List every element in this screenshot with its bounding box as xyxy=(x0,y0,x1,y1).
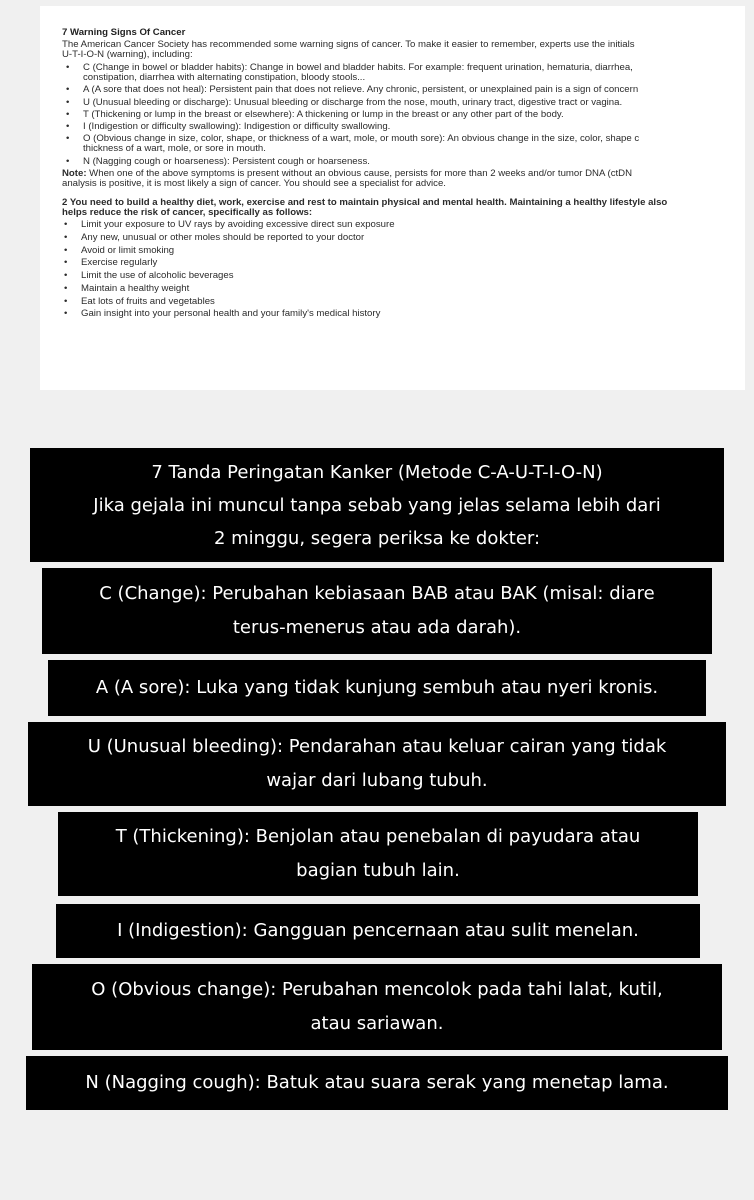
section-2-line-2: helps reduce the risk of cancer, specifically as follows: xyxy=(62,207,313,219)
sign-i xyxy=(62,122,745,133)
item-line: C (Change): Perubahan kebiasaan BAB atau BAK (misal: diare xyxy=(99,583,655,604)
sign-text: • I (Indigestion or difficulty swallowing): Indigestion or difficulty swallowing. xyxy=(83,120,391,132)
translation-header-box xyxy=(30,448,724,562)
translation-item-i xyxy=(56,904,700,958)
sign-o xyxy=(62,134,745,155)
translation-item-u xyxy=(28,722,726,806)
translation-item-o xyxy=(32,964,722,1050)
section-2-line-1: 2 You need to build a healthy diet, work, exercise and rest to maintain physical and mental health. Maintaining a healthy lifestyle also xyxy=(62,196,668,208)
doc-note-line-2: analysis is positive, it is most likely a sign of cancer. You should see a specialist for advice. xyxy=(62,178,446,190)
note-label: Note: xyxy=(62,167,87,179)
tip-item: • Avoid or limit smoking xyxy=(62,246,745,257)
sign-text: • U (Unusual bleeding or discharge): Unusual bleeding or discharge from the nose, mouth, urinary tract, digestive tract or vagina. xyxy=(83,96,623,108)
sign-text: • C (Change in bowel or bladder habits): Change in bowel and bladder habits. For example: frequent urination, hematuria, diarrhea, xyxy=(83,61,633,73)
sign-t xyxy=(62,110,745,121)
section-2-heading xyxy=(62,198,745,219)
item-line: wajar dari lubang tubuh. xyxy=(266,770,488,791)
sign-text-cont: thickness of a wart, mole, or sore in mouth. xyxy=(83,143,266,155)
sign-text: • A (A sore that does not heal): Persistent pain that does not relieve. Any chronic, persistent, or unexplained pain is a sign of concern xyxy=(83,84,639,96)
item-line: N (Nagging cough): Batuk atau suara serak yang menetap lama. xyxy=(85,1072,669,1093)
item-line: terus-menerus atau ada darah). xyxy=(232,617,522,638)
translation-item-n xyxy=(26,1056,728,1110)
item-line: U (Unusual bleeding): Pendarahan atau keluar cairan yang tidak xyxy=(87,736,667,757)
doc-intro-line-2: U-T-I-O-N (warning), including: xyxy=(62,49,193,61)
header-line-3: 2 minggu, segera periksa ke dokter: xyxy=(213,527,541,549)
sign-a xyxy=(62,85,745,96)
document-content xyxy=(62,28,745,322)
sign-text-cont: constipation, diarrhea with alternating constipation, bloody stools... xyxy=(83,72,366,84)
tip-item: • Limit your exposure to UV rays by avoiding excessive direct sun exposure xyxy=(62,220,745,231)
header-line-1: 7 Tanda Peringatan Kanker (Metode C-A-U-T-I-O-N) xyxy=(151,461,603,483)
sign-text: • N (Nagging cough or hoarseness): Persistent cough or hoarseness. xyxy=(83,155,370,167)
sign-text: • O (Obvious change in size, color, shape, or thickness of a wart, mole, or mouth sore): An obvious change in the size, color, shape c xyxy=(83,132,640,144)
warning-signs-list xyxy=(62,63,745,167)
item-line: T (Thickening): Benjolan atau penebalan di payudara atau xyxy=(115,826,641,847)
translation-item-c xyxy=(42,568,712,654)
tip-item: • Any new, unusual or other moles should be reported to your doctor xyxy=(62,233,745,244)
tip-item: • Gain insight into your personal health and your family's medical history xyxy=(62,309,745,320)
tip-item: • Limit the use of alcoholic beverages xyxy=(62,271,745,282)
doc-title: 7 Warning Signs Of Cancer xyxy=(62,27,186,38)
item-line: A (A sore): Luka yang tidak kunjung sembuh atau nyeri kronis. xyxy=(95,677,659,698)
header-line-2: Jika gejala ini muncul tanpa sebab yang jelas selama lebih dari xyxy=(93,494,661,516)
healthy-tips-list xyxy=(62,220,745,320)
item-line: bagian tubuh lain. xyxy=(296,860,460,881)
sign-n xyxy=(62,157,745,168)
translation-item-t xyxy=(58,812,698,896)
sign-text: • T (Thickening or lump in the breast or elsewhere): A thickening or lump in the breast or any other part of the body. xyxy=(83,108,564,120)
doc-intro-line-1: The American Cancer Society has recommended some warning signs of cancer. To make it easier to remember, experts use the initials xyxy=(62,38,635,50)
item-line: I (Indigestion): Gangguan pencernaan atau sulit menelan. xyxy=(117,920,639,941)
sign-c xyxy=(62,63,745,84)
sign-u xyxy=(62,98,745,109)
tip-item: • Maintain a healthy weight xyxy=(62,284,745,295)
item-line: O (Obvious change): Perubahan mencolok pada tahi lalat, kutil, xyxy=(91,979,663,1000)
tip-item: • Exercise regularly xyxy=(62,258,745,269)
item-line: atau sariawan. xyxy=(310,1013,444,1034)
note-text: When one of the above symptoms is present without an obvious cause, persists for more than 2 weeks and/or tumor DNA (ctDN xyxy=(86,167,633,179)
document-screenshot xyxy=(40,6,745,390)
tip-item: • Eat lots of fruits and vegetables xyxy=(62,297,745,308)
translation-item-a xyxy=(48,660,706,716)
